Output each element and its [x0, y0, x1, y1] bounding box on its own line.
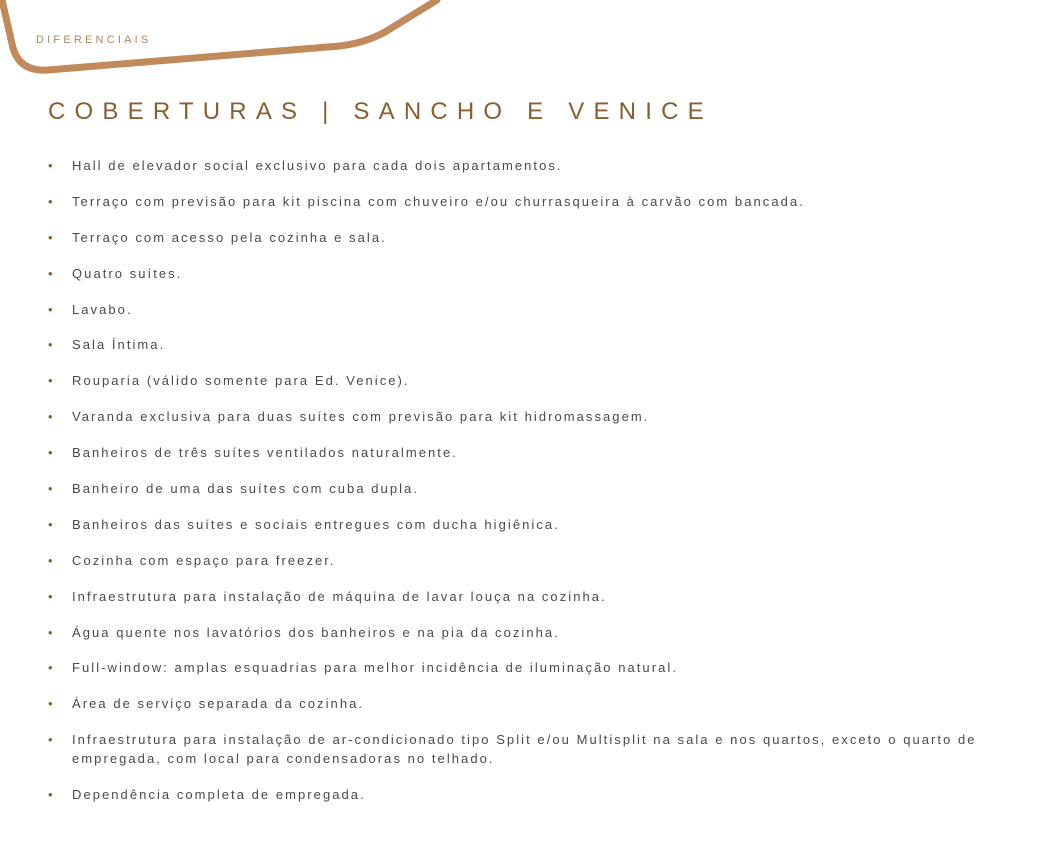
bullet-icon: •	[48, 481, 55, 497]
feature-text: Infraestrutura para instalação de ar-condicionado tipo Split e/ou Multisplit na sala e nos quartos, exceto o quarto de empregada, com local para condensadoras no telhado.	[72, 732, 977, 767]
feature-text: Cozinha com espaço para freezer.	[72, 552, 336, 568]
feature-text: Terraço com acesso pela cozinha e sala.	[72, 229, 387, 245]
bullet-icon: •	[48, 588, 55, 604]
list-item	[48, 730, 1028, 768]
list-item	[48, 551, 1028, 570]
feature-text: Varanda exclusiva para duas suítes com previsão para kit hidromassagem.	[72, 409, 650, 425]
bullet-icon: •	[48, 193, 55, 209]
bullet-icon: •	[48, 732, 55, 748]
list-item	[48, 694, 1028, 713]
list-item	[48, 371, 1028, 390]
bullet-icon: •	[48, 373, 55, 389]
feature-text: Terraço com previsão para kit piscina com chuveiro e/ou churrasqueira à carvão com bancada.	[72, 193, 805, 209]
feature-text: Rouparia (válido somente para Ed. Venice).	[72, 373, 410, 389]
list-item	[48, 192, 1028, 211]
feature-text: Quatro suítes.	[72, 265, 183, 281]
bullet-icon: •	[48, 552, 55, 568]
list-item	[48, 587, 1028, 606]
list-item	[48, 228, 1028, 247]
bullet-icon: •	[48, 229, 55, 245]
feature-text: Área de serviço separada da cozinha.	[72, 696, 365, 712]
feature-list	[48, 156, 1028, 821]
bullet-icon: •	[48, 158, 55, 173]
list-item	[48, 623, 1028, 642]
feature-text: Dependência completa de empregada.	[72, 787, 366, 803]
list-item	[48, 515, 1028, 534]
list-item	[48, 479, 1028, 498]
bullet-icon: •	[48, 445, 55, 461]
bullet-icon: •	[48, 696, 55, 712]
bullet-icon: •	[48, 787, 55, 803]
list-item	[48, 156, 1028, 175]
list-item	[48, 785, 1028, 804]
feature-text: Banheiro de uma das suítes com cuba dupla.	[72, 481, 419, 497]
bullet-icon: •	[48, 301, 55, 317]
bullet-icon: •	[48, 265, 55, 281]
feature-text: Lavabo.	[72, 301, 133, 317]
list-item	[48, 658, 1028, 677]
page-title: COBERTURAS | SANCHO E VENICE	[48, 98, 713, 125]
decorative-frame-line	[0, 0, 1046, 90]
bullet-icon: •	[48, 624, 55, 640]
list-item	[48, 300, 1028, 319]
list-item	[48, 335, 1028, 354]
feature-text: Full-window: amplas esquadrias para melhor incidência de iluminação natural.	[72, 660, 678, 676]
list-item	[48, 407, 1028, 426]
list-item	[48, 264, 1028, 283]
feature-text: Banheiros das suítes e sociais entregues com ducha higiênica.	[72, 516, 560, 532]
section-label: DIFERENCIAIS	[36, 34, 152, 46]
bullet-icon: •	[48, 660, 55, 676]
feature-text: Sala Íntima.	[72, 337, 166, 353]
bullet-icon: •	[48, 337, 55, 353]
feature-text: Infraestrutura para instalação de máquina de lavar louça na cozinha.	[72, 588, 607, 604]
list-item	[48, 443, 1028, 462]
feature-text: Hall de elevador social exclusivo para cada dois apartamentos.	[72, 158, 563, 173]
feature-text: Água quente nos lavatórios dos banheiros e na pia da cozinha.	[72, 624, 560, 640]
bullet-icon: •	[48, 516, 55, 532]
feature-text: Banheiros de três suítes ventilados naturalmente.	[72, 445, 458, 461]
bullet-icon: •	[48, 409, 55, 425]
